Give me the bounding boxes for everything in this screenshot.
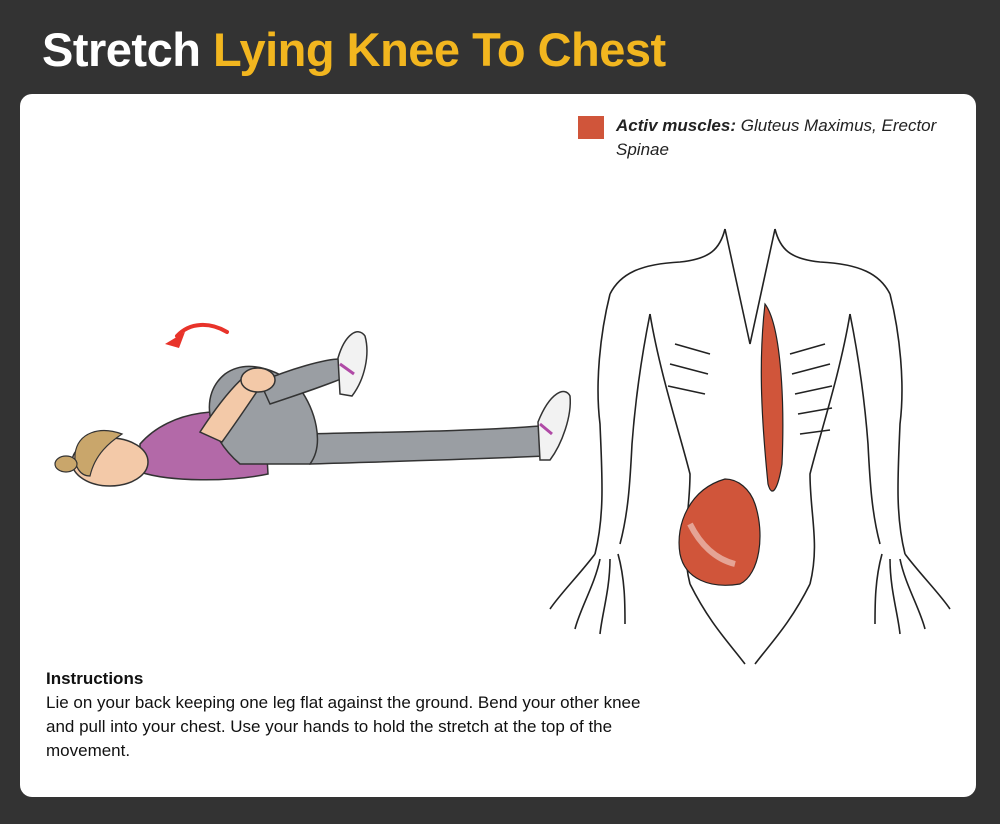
muscle-color-swatch xyxy=(578,116,604,139)
instructions-heading: Instructions xyxy=(46,669,144,688)
title-name: Lying Knee To Chest xyxy=(213,23,666,76)
exercise-illustration xyxy=(40,314,580,514)
instructions-text: Lie on your back keeping one leg flat against the ground. Bend your other knee and pull into your chest. Use your hands to hold the stretch at the top of the movement. xyxy=(46,693,641,760)
active-muscles-legend xyxy=(578,114,938,162)
content-card xyxy=(20,94,976,797)
legend-text xyxy=(616,114,938,162)
legend-muscles: Gluteus Maximus, Erector Spinae xyxy=(616,116,937,159)
instructions-block xyxy=(46,667,666,763)
legend-label: Activ muscles: xyxy=(616,116,736,135)
anatomy-illustration xyxy=(540,224,960,674)
page-title xyxy=(42,20,666,80)
title-prefix: Stretch xyxy=(42,23,201,76)
